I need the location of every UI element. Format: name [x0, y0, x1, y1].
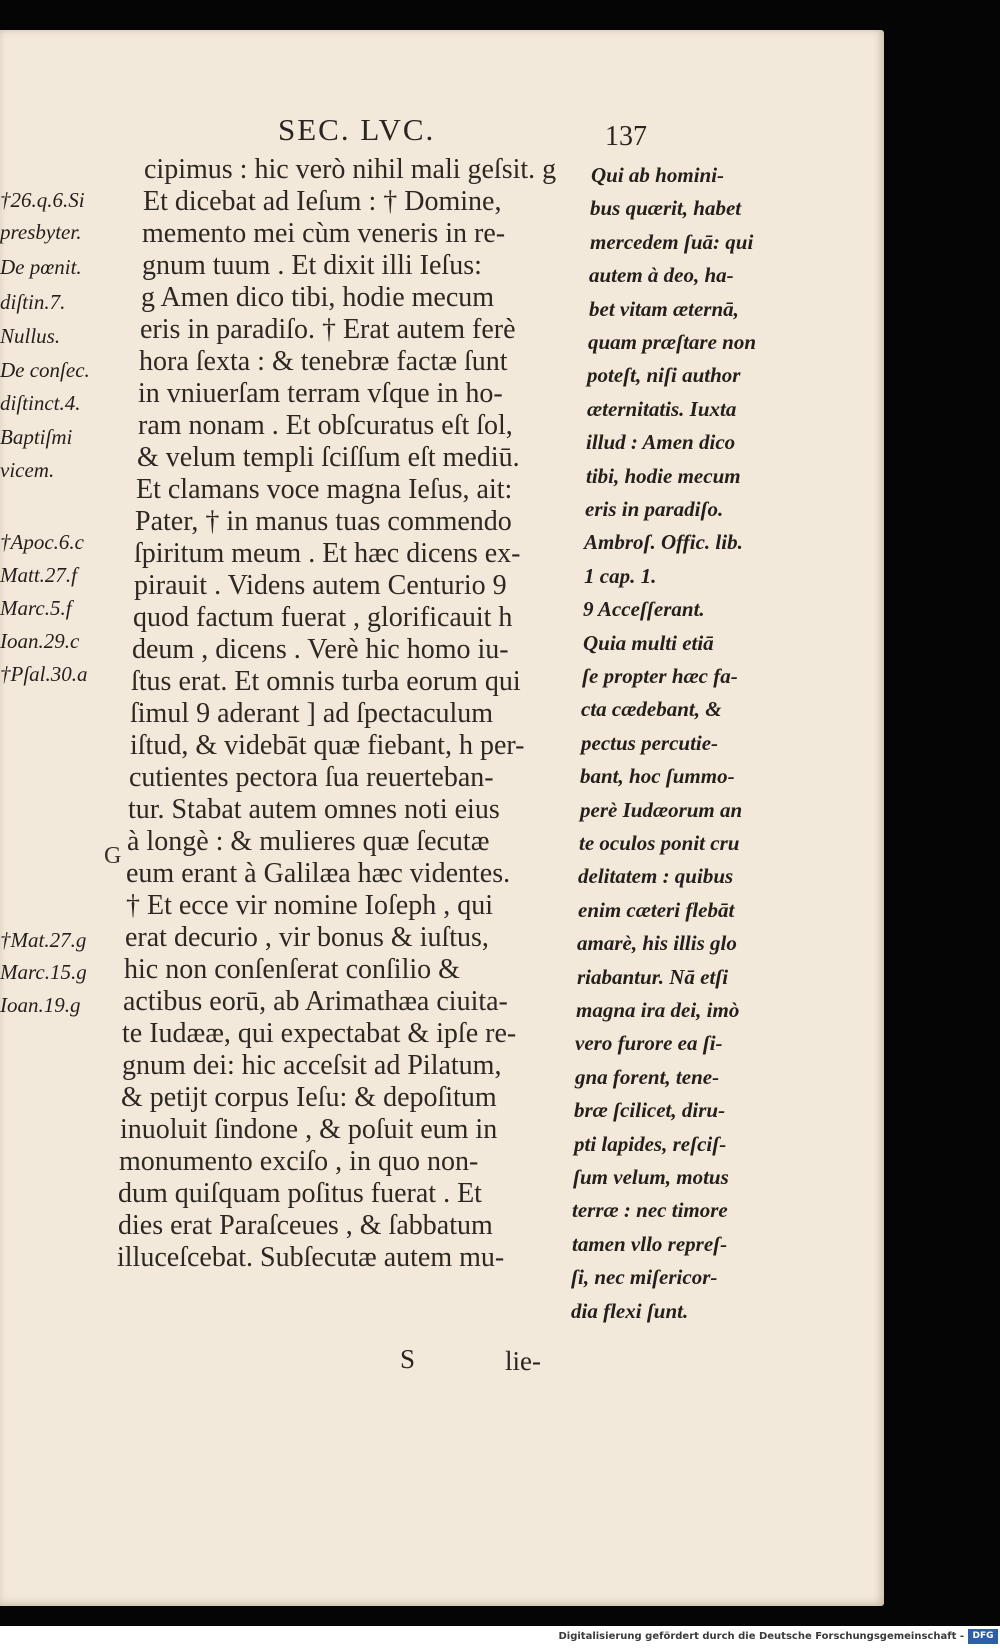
- side-note-line: tibi, hodie mecum: [586, 463, 741, 488]
- funding-notice: Digitalisierung gefördert durch die Deutsche Forschungsgemeinschaft -: [558, 1631, 964, 1642]
- main-text-line: Et clamans voce magna Ieſus, ait:: [136, 474, 513, 505]
- side-note-line: dia flexi ſunt.: [571, 1298, 689, 1323]
- side-note-line: poteſt, niſi author: [587, 363, 741, 388]
- main-text-line: dies erat Paraſceues , & ſabbatum: [118, 1210, 493, 1241]
- side-note-line: terræ : nec timore: [572, 1198, 728, 1223]
- side-note-line: cta cædebant, &: [581, 697, 722, 722]
- side-note-line: 1 cap. 1.: [584, 563, 657, 588]
- main-text-line: ram nonam . Et obſcuratus eſt ſol,: [138, 410, 513, 441]
- margin-reference: vicem.: [0, 458, 55, 482]
- main-text-line: g Amen dico tibi, hodie mecum: [141, 282, 495, 313]
- main-text-line: à longè : & mulieres quæ ſecutæ: [127, 826, 490, 857]
- signature-mark: S: [400, 1344, 416, 1374]
- main-text-line: deum , dicens . Verè hic homo iu-: [132, 634, 509, 665]
- main-text-line: pirauit . Videns autem Centurio 9: [134, 570, 507, 601]
- main-text-line: illuceſcebat. Subſecutæ autem mu-: [117, 1242, 505, 1273]
- side-note-line: bet vitam æternā,: [589, 296, 739, 321]
- main-text-line: hic non conſenſerat conſilio &: [124, 954, 460, 985]
- margin-reference: †Mat.27.g: [0, 928, 87, 952]
- page-number: 137: [605, 121, 647, 152]
- main-text-line: te Iudææ, qui expectabat & ipſe re-: [122, 1018, 517, 1049]
- side-note-line: mercedem ſuā: qui: [590, 229, 754, 254]
- main-text-line: ſtus erat. Et omnis turba eorum qui: [131, 666, 521, 697]
- margin-reference: De conſec.: [0, 358, 90, 382]
- side-note-line: bus quærit, habet: [590, 196, 742, 221]
- margin-reference: diſtinct.4.: [0, 391, 81, 415]
- margin-reference: Ioan.29.c: [0, 629, 80, 653]
- main-text-line: † Et ecce vir nomine Ioſeph , qui: [126, 890, 493, 921]
- margin-reference: †Pſal.30.a: [0, 662, 88, 686]
- main-text-line: quod factum fuerat , glorificauit h: [133, 602, 513, 633]
- side-note-line: ſi, nec miſericor-: [571, 1265, 718, 1290]
- side-note-line: pectus percutie-: [581, 730, 719, 755]
- main-text-line: memento mei cùm veneris in re-: [142, 218, 506, 249]
- margin-reference: †26.q.6.Si: [0, 188, 85, 212]
- main-text-line: eum erant à Galilæa hæc videntes.: [126, 858, 511, 889]
- main-text-line: cipimus : hic verò nihil mali geſsit. g: [144, 154, 557, 185]
- main-text-line: gnum tuum . Et dixit illi Ieſus:: [142, 250, 482, 281]
- main-text-line: Et dicebat ad Ieſum : † Domine,: [143, 186, 502, 217]
- margin-reference: presbyter.: [0, 220, 82, 244]
- side-note-line: vero furore ea ſi-: [575, 1031, 723, 1056]
- main-text-line: ſimul 9 aderant ] ad ſpectaculum: [130, 698, 494, 729]
- side-note-line: 9 Acceſſerant.: [583, 597, 705, 622]
- main-text-line: & petijt corpus Ieſu: & depoſitum: [121, 1082, 497, 1113]
- main-text-line: monumento exciſo , in quo non-: [119, 1146, 479, 1177]
- side-note-line: magna ira dei, imò: [576, 998, 740, 1022]
- side-note-line: bant, hoc ſummo-: [580, 764, 735, 789]
- main-text-line: in vniuerſam terram vſque in ho-: [138, 378, 503, 409]
- main-text-line: cutientes pectora ſua reuerteban-: [129, 762, 494, 793]
- side-note-line: amarè, his illis glo: [577, 931, 737, 956]
- side-note-line: æternitatis. Iuxta: [587, 396, 737, 421]
- main-text-line: iſtud, & videbāt quæ fiebant, h per-: [130, 730, 525, 761]
- catchword: lie-: [505, 1346, 541, 1376]
- main-text-line: hora ſexta : & tenebræ factæ ſunt: [139, 346, 508, 377]
- main-text-line: ſpiritum meum . Et hæc dicens ex-: [134, 538, 521, 569]
- dfg-logo: DFG: [968, 1629, 998, 1644]
- margin-reference: Baptiſmi: [0, 425, 73, 449]
- main-text-line: & velum templi ſciſſum eſt mediū.: [137, 442, 520, 473]
- side-note-line: ſum velum, motus: [573, 1165, 729, 1189]
- margin-reference: De pœnit.: [0, 255, 82, 279]
- main-text-line: dum quiſquam poſitus fuerat . Et: [118, 1178, 482, 1209]
- section-marker: G: [104, 843, 122, 869]
- main-text-line: eris in paradiſo. † Erat autem ferè: [140, 314, 516, 345]
- side-note-line: eris in paradiſo.: [585, 497, 724, 521]
- margin-reference: †Apoc.6.c: [0, 530, 84, 554]
- side-note-line: bræ ſcilicet, diru-: [574, 1098, 726, 1123]
- footer-bar: [0, 1626, 1000, 1649]
- side-note-line: tamen vllo repreſ-: [572, 1231, 728, 1256]
- side-note-line: gna forent, tene-: [575, 1064, 720, 1089]
- side-note-line: enim cæteri flebāt: [578, 897, 735, 922]
- main-text-line: tur. Stabat autem omnes noti eius: [128, 794, 500, 825]
- side-note-line: te oculos ponit cru: [579, 831, 740, 855]
- margin-reference: diſtin.7.: [0, 290, 66, 314]
- margin-reference: Nullus.: [0, 324, 61, 348]
- margin-reference: Ioan.19.g: [0, 993, 81, 1017]
- side-note-line: Quia multi etiā: [583, 630, 714, 655]
- side-note-line: Ambroſ. Offic. lib.: [584, 530, 743, 555]
- main-text-line: actibus eorū, ab Arimathæa ciuita-: [123, 986, 508, 1017]
- margin-reference: Marc.15.g: [0, 960, 87, 984]
- running-head: SEC. LVC.: [278, 112, 436, 147]
- margin-reference: Marc.5.f: [0, 596, 72, 620]
- main-text-line: gnum dei: hic acceſsit ad Pilatum,: [122, 1050, 502, 1081]
- side-note-line: illud : Amen dico: [586, 430, 736, 455]
- side-note-line: riabantur. Nā etſi: [577, 964, 729, 989]
- side-note-line: Qui ab homini-: [591, 163, 725, 187]
- margin-reference: Matt.27.f: [0, 563, 77, 587]
- main-text-line: inuoluit ſindone , & poſuit eum in: [120, 1114, 498, 1145]
- side-note-line: pti lapides, reſciſ-: [574, 1131, 727, 1156]
- side-note-line: ſe propter hæc fa-: [582, 664, 738, 688]
- side-note-line: delitatem : quibus: [578, 864, 734, 889]
- side-note-line: perè Iudæorum an: [580, 797, 743, 822]
- main-text-line: Pater, † in manus tuas commendo: [135, 506, 512, 537]
- main-text-line: erat decurio , vir bonus & iuſtus,: [125, 922, 489, 953]
- side-note-line: autem à deo, ha-: [589, 263, 734, 288]
- side-note-line: quam præſtare non: [588, 330, 757, 354]
